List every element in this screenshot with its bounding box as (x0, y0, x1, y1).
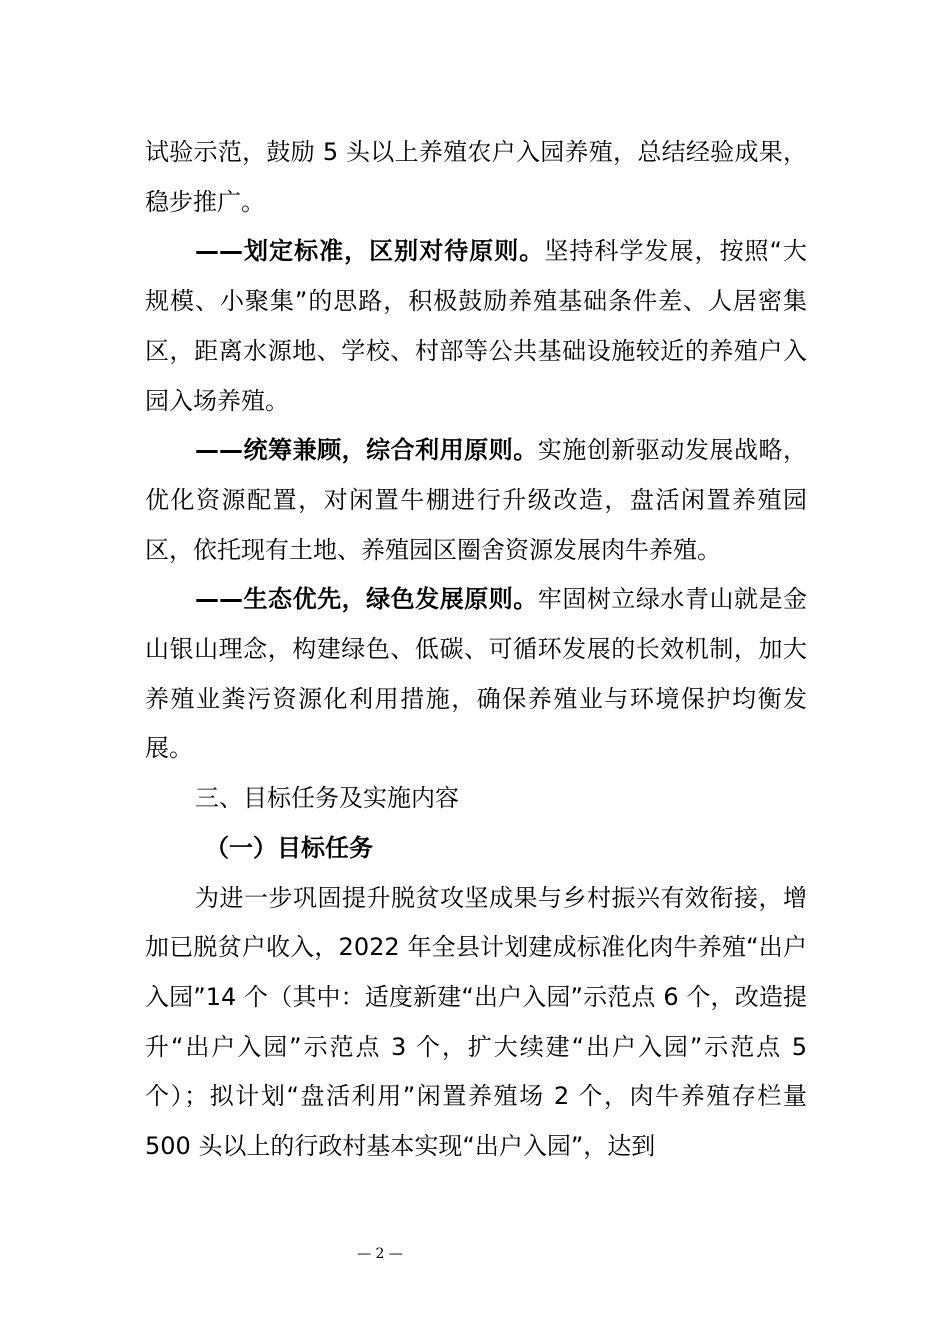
paragraph-text: 坚持科学发展，按照“大规模、小聚集”的思路，积极鼓励养殖基础条件差、人居密集区，距离水源地、学校、村部等公共基础设施较近的养殖户入园入场养殖。 (145, 237, 808, 415)
paragraph-text: 为进一步巩固提升脱贫攻坚成果与乡村振兴有效衔接，增加已脱贫户收入，2022 年全县计划建成标准化肉牛养殖“出户入园”14 个（其中：适度新建“出户入园”示范点 6 个，改造提升“出户入园”示范点 3 个，扩大续建“出户入园”示范点 5 个）；拟计划“盘活利用”闲置养殖场 2 个，肉牛养殖存栏量 500 头以上的行政村基本实现“出户入园”，达到 (145, 883, 807, 1161)
paragraph-text: 牢固树立绿水青山就是金山银山理念，构建绿色、低碳、可循环发展的长效机制，加大养殖业粪污资源化利用措施，确保养殖业与环境保护均衡发展。 (145, 585, 808, 763)
page-number: — 2 — (357, 1246, 403, 1262)
paragraph-heading: ——划定标准，区别对待原则。 (195, 237, 545, 266)
paragraph-target (145, 874, 807, 1172)
paragraph-text: 实施创新驱动发展战略，优化资源配置，对闲置牛棚进行升级改造，盘活闲置养殖园区，依托现有土地、养殖园区圈舍资源发展肉牛养殖。 (145, 436, 808, 564)
subsection-heading (145, 824, 807, 874)
paragraph-continuation (145, 128, 807, 227)
paragraph-heading: ——生态优先，绿色发展原则。 (195, 585, 538, 614)
paragraph-principle-ecology (145, 575, 807, 774)
section-heading-text: 三、目标任务及实施内容 (195, 784, 459, 813)
paragraph-heading: ——统筹兼顾，综合利用原则。 (195, 436, 538, 465)
paragraph-principle-standard (145, 227, 807, 426)
paragraph-text: 试验示范，鼓励 5 头以上养殖农户入园养殖，总结经验成果，稳步推广。 (145, 138, 807, 216)
paragraph-principle-overall (145, 426, 807, 575)
section-heading (145, 774, 807, 824)
document-body (145, 128, 807, 1172)
subsection-heading-text: （一）目标任务 (205, 833, 373, 862)
